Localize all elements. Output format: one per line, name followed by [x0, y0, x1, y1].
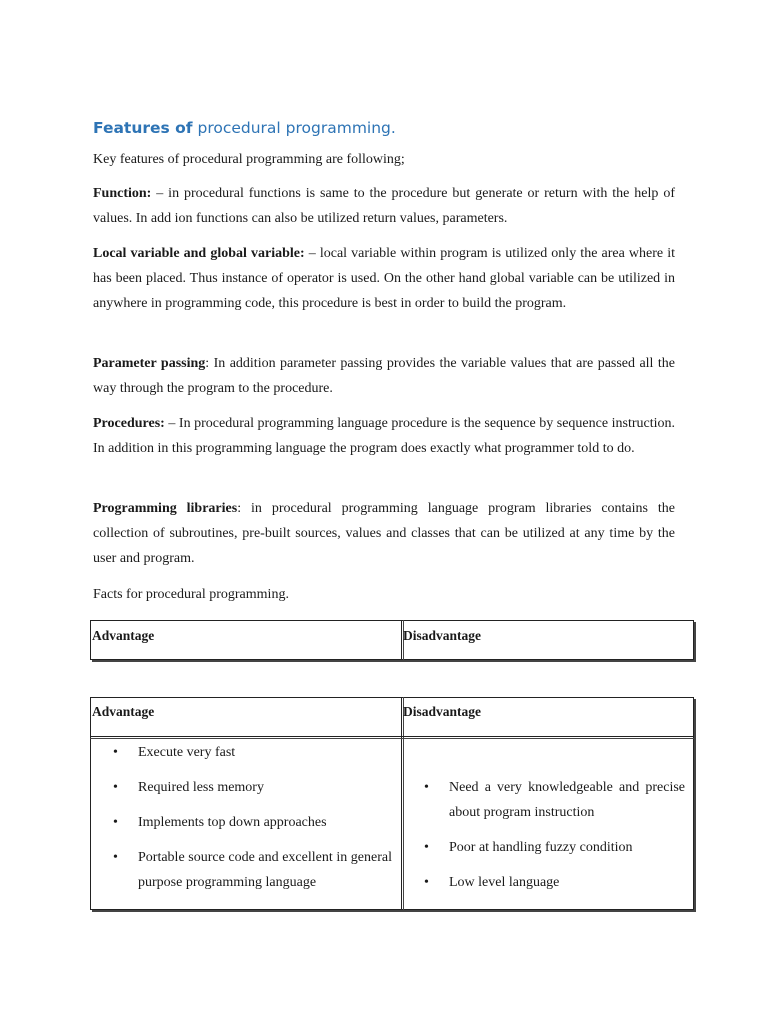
- title-rest: procedural programming.: [192, 119, 396, 137]
- section-programming-libraries: [93, 496, 675, 571]
- column-header-advantage: Advantage: [92, 704, 155, 719]
- list-item: • Required less memory: [92, 775, 392, 800]
- list-item: • Need a very knowledgeable and precise about program instruction: [403, 775, 685, 825]
- section-text: : In addition parameter passing provides the variable values that are passed all the way through the program to the procedure.: [93, 356, 675, 396]
- table-frame: [90, 620, 694, 660]
- advantages-list: [92, 740, 392, 905]
- section-term: Local variable and global variable:: [93, 246, 305, 261]
- section-text: : in procedural programming language program libraries contains the collection of subroutines, pre-built sources, values and classes that can be utilized at any time by the user and program.: [93, 501, 675, 566]
- facts-paragraph: Facts for procedural programming.: [93, 587, 289, 602]
- list-item: • Execute very fast: [92, 740, 392, 765]
- column-header-disadvantage: Disadvantage: [403, 628, 482, 643]
- list-item: • Poor at handling fuzzy condition: [403, 835, 685, 860]
- table-divider: [401, 620, 402, 660]
- page-title: [93, 119, 396, 137]
- section-text: – in procedural functions is same to the procedure but generate or return with the help of values. In add ion functions can also be utilized return values, parameters.: [93, 186, 675, 226]
- intro-paragraph: Key features of procedural programming are following;: [93, 152, 405, 167]
- column-header-disadvantage: Disadvantage: [403, 704, 482, 719]
- section-text: – local variable within program is utilized only the area where it has been placed. Thus instance of operator is used. On the other hand global variable can be utilized in anywhere in programming code, this procedure is best in order to build the program.: [93, 246, 675, 311]
- section-procedures: [93, 411, 675, 461]
- table-divider: [401, 697, 402, 910]
- section-term: Function:: [93, 186, 152, 201]
- disadvantages-list: [403, 775, 685, 905]
- section-function: [93, 181, 675, 231]
- section-term: Programming libraries: [93, 501, 238, 516]
- section-term: Procedures:: [93, 416, 165, 431]
- list-item: • Low level language: [403, 870, 685, 895]
- list-item: • Implements top down approaches: [92, 810, 392, 835]
- table-header-rule: [90, 736, 694, 737]
- column-header-advantage: Advantage: [92, 628, 155, 643]
- section-term: Parameter passing: [93, 356, 206, 371]
- list-item: • Portable source code and excellent in general purpose programming language: [92, 845, 392, 895]
- title-bold: Features of: [93, 119, 193, 137]
- section-local-global-variable: [93, 241, 675, 316]
- section-parameter-passing: [93, 351, 675, 401]
- section-text: – In procedural programming language procedure is the sequence by sequence instruction. In addition in this programming language the program does exactly what programmer told to do.: [93, 416, 675, 456]
